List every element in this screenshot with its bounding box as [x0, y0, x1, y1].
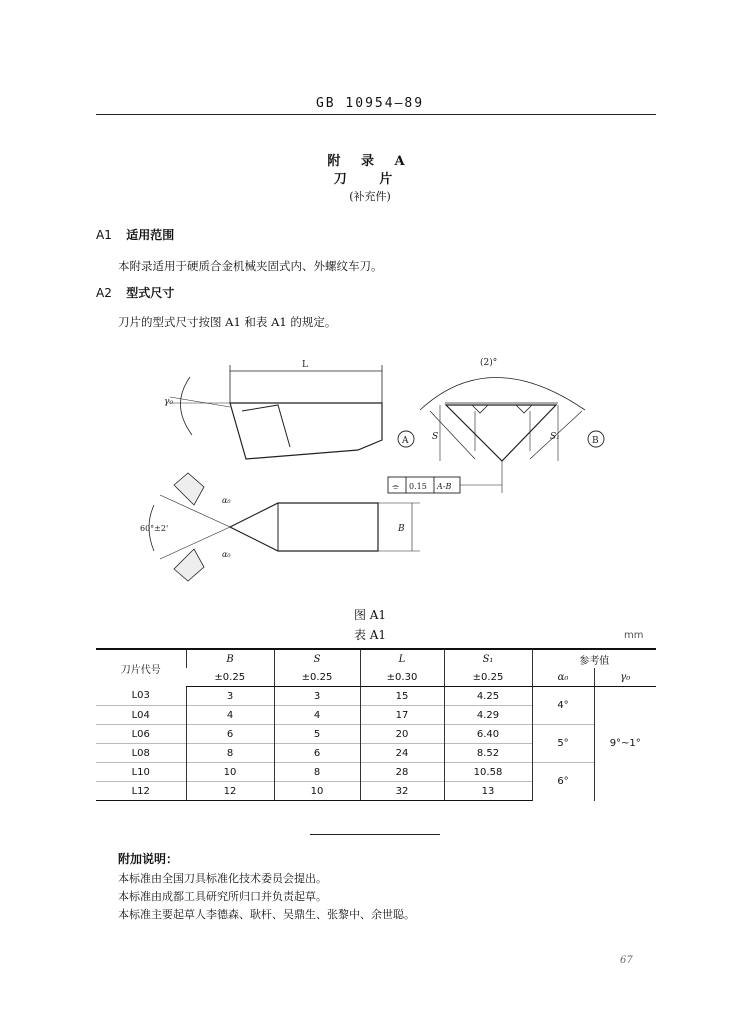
- cell-s1: 4.25: [444, 687, 532, 706]
- top-angle-label: (2)°: [480, 358, 498, 368]
- cell-b: 12: [186, 782, 274, 801]
- cell-b: 4: [186, 706, 274, 725]
- section-number: A2: [96, 286, 112, 300]
- cell-alpha: 5°: [532, 725, 594, 763]
- cell-s: 8: [274, 763, 360, 782]
- blade-drawing: [130, 355, 620, 600]
- section-a2-heading: [96, 284, 174, 301]
- cell-code: L03: [131, 690, 150, 702]
- cell-s1: 4.29: [444, 706, 532, 725]
- table-unit: mm: [624, 630, 644, 641]
- end-rule: [310, 834, 440, 835]
- cell-b: 3: [186, 687, 274, 706]
- section-a2-text: 刀片的型式尺寸按图 A1 和表 A1 的规定。: [118, 315, 337, 329]
- tolerance-value: 0.15: [409, 482, 427, 491]
- cell-l: 32: [360, 782, 444, 801]
- note-line: 本标准由全国刀具标准化技术委员会提出。: [118, 872, 327, 885]
- datum-a-label: A: [402, 436, 409, 446]
- cell-l: 24: [360, 744, 444, 763]
- top-view: [140, 473, 420, 581]
- note-line: 本标准由成都工具研究所归口并负责起草。: [118, 890, 327, 903]
- section-a1-heading: [96, 226, 174, 243]
- notes-title: 附加说明：: [118, 852, 179, 866]
- section-a1-text: 本附录适用于硬质合金机械夹固式内、外螺纹车刀。: [118, 259, 383, 273]
- dim-b-label: B: [398, 524, 405, 534]
- cell-s: 4: [274, 706, 360, 725]
- section-title: 型式尺寸: [126, 286, 175, 300]
- cell-b: 6: [186, 725, 274, 744]
- table-row: [96, 687, 656, 706]
- cell-l: 20: [360, 725, 444, 744]
- cell-b: 10: [186, 763, 274, 782]
- cell-gamma: 9°~1°: [594, 687, 656, 801]
- ref-header: 参考值: [532, 649, 656, 668]
- tol-s: ±0.25: [274, 668, 360, 687]
- cell-code: L08: [96, 744, 186, 763]
- table-caption: 表 A1: [353, 628, 387, 642]
- cell-s1: 6.40: [444, 725, 532, 744]
- appendix-title: 附 录 A: [327, 154, 413, 169]
- col-s1-header: S₁: [444, 649, 532, 668]
- section-number: A1: [96, 228, 112, 242]
- col-s-header: S: [274, 649, 360, 668]
- tol-l: ±0.30: [360, 668, 444, 687]
- alpha-lower-label: α₀: [222, 550, 231, 559]
- table-header-row: [96, 649, 656, 668]
- col-b-header: B: [186, 649, 274, 668]
- dim-s-label: S: [432, 432, 439, 442]
- cell-alpha: 6°: [532, 763, 594, 801]
- section-title: 适用范围: [126, 228, 175, 242]
- cell-l: 28: [360, 763, 444, 782]
- alpha-upper-label: α₀: [222, 496, 231, 505]
- cell-s: 6: [274, 744, 360, 763]
- page-number: 67: [620, 955, 633, 966]
- dim-s1-label: S₁: [550, 432, 560, 442]
- cell-s: 10: [274, 782, 360, 801]
- dim-l-label: L: [302, 360, 308, 370]
- section-view: [388, 357, 604, 493]
- included-angle-label: 60°±2': [140, 524, 169, 533]
- tol-b: ±0.25: [186, 668, 274, 687]
- standard-header: GB 10954—89: [315, 96, 425, 111]
- cell-s1: 10.58: [444, 763, 532, 782]
- tol-s1: ±0.25: [444, 668, 532, 687]
- cell-code: L10: [96, 763, 186, 782]
- ref-gamma-header: γ₀: [594, 668, 656, 687]
- cell-l: 15: [360, 687, 444, 706]
- cell-s1: 8.52: [444, 744, 532, 763]
- cell-s1: 13: [444, 782, 532, 801]
- col-l-header: L: [360, 649, 444, 668]
- appendix-subtitle: 刀 片: [333, 172, 407, 187]
- side-view: [164, 360, 382, 459]
- cell-code: L06: [96, 725, 186, 744]
- cell-s: 5: [274, 725, 360, 744]
- gamma-label: γ₀: [164, 397, 173, 407]
- cell-b: 8: [186, 744, 274, 763]
- col-code-header: 刀片代号: [96, 649, 186, 687]
- appendix-note: (补充件): [349, 190, 391, 203]
- cell-l: 17: [360, 706, 444, 725]
- tolerance-symbol: ⌯: [392, 482, 400, 492]
- cell-code: L04: [96, 706, 186, 725]
- ref-alpha-header: α₀: [532, 668, 594, 687]
- table-row: [96, 763, 656, 782]
- table-row: [96, 725, 656, 744]
- note-line: 本标准主要起草人李德森、耿杆、吴鼎生、张黎中、余世聪。: [118, 908, 415, 921]
- cell-alpha: 4°: [532, 687, 594, 725]
- tolerance-ref: A-B: [437, 482, 452, 491]
- cell-code: L12: [96, 782, 186, 801]
- blade-dimension-table: [96, 648, 656, 801]
- header-rule: [96, 114, 656, 115]
- cell-s: 3: [274, 687, 360, 706]
- datum-b-label: B: [592, 436, 599, 446]
- figure-caption: 图 A1: [353, 608, 387, 622]
